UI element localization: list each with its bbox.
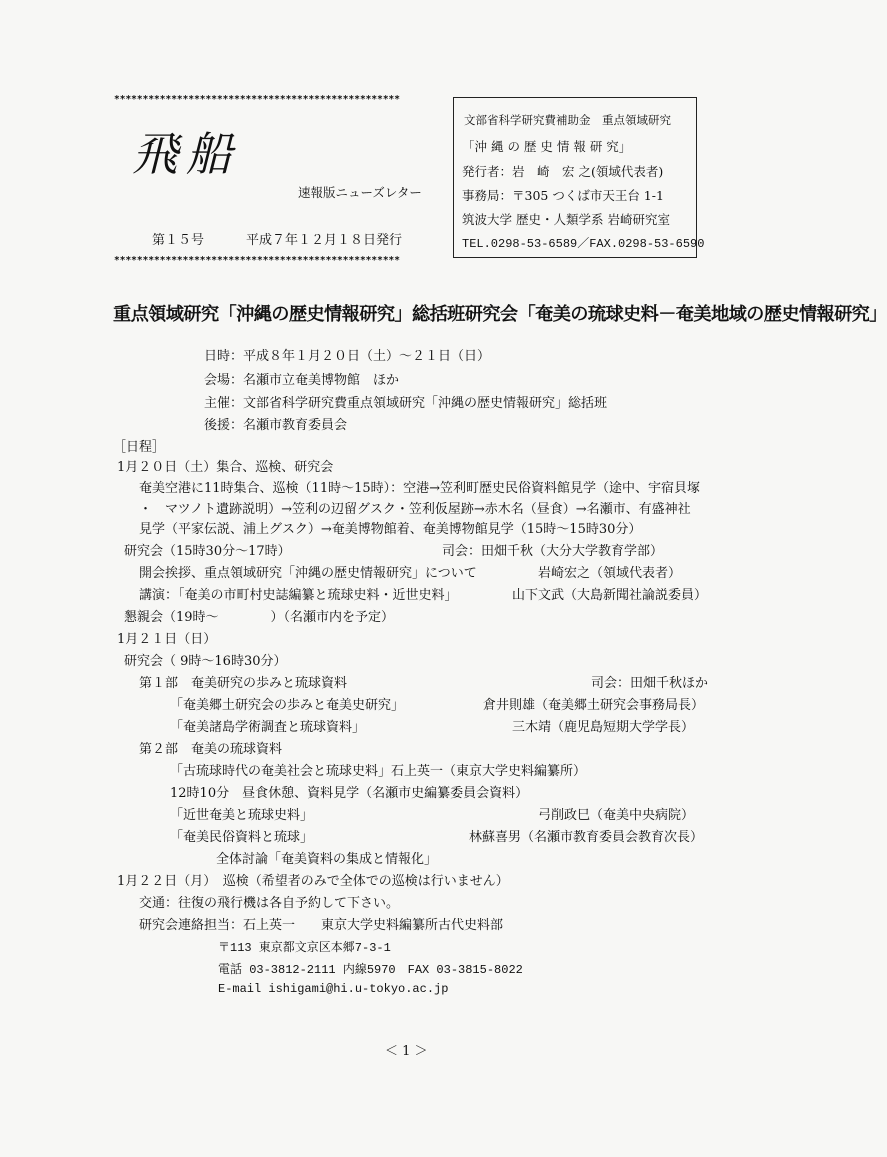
page-number: ＜ 1 ＞ bbox=[385, 1044, 428, 1059]
office-phone-fax: TEL.0298-53-6589／FAX.0298-53-6590 bbox=[462, 237, 705, 251]
schedule-line: 第２部 奄美の琉球資料 bbox=[139, 742, 283, 757]
schedule-line: 見学（平家伝説、浦上グスク）→奄美博物館着、奄美博物館見学（15時～15時30分） bbox=[139, 522, 642, 537]
schedule-line: 研究会（ 9時～16時30分） bbox=[124, 654, 287, 669]
schedule-label: ［日程］ bbox=[113, 440, 166, 455]
publisher: 発行者：岩 崎 宏 之(領域代表者) bbox=[462, 164, 664, 179]
schedule-line: 「奄美郷土研究会の歩みと奄美史研究」 倉井則雄（奄美郷土研究会事務局長） bbox=[170, 698, 705, 713]
contact-phone: 電話 03-3812-2111 内線5970 FAX 03-3815-8022 bbox=[218, 963, 523, 977]
schedule-line: 第１部 奄美研究の歩みと琉球資料 司会：田畑千秋ほか bbox=[139, 676, 709, 691]
publisher-info-box bbox=[453, 97, 705, 258]
schedule-line: 研究会連絡担当：石上英一 東京大学史料編纂所古代史料部 bbox=[139, 918, 504, 933]
schedule-line: 開会挨拶、重点領域研究「沖縄の歴史情報研究」について 岩崎宏之（領域代表者） bbox=[139, 566, 682, 581]
schedule-line: 懇親会（19時～ ）（名瀬市内を予定） bbox=[124, 610, 395, 625]
newsletter-subtitle: 速報版ニューズレター bbox=[298, 185, 422, 200]
schedule-line: 研究会（15時30分～17時） 司会：田畑千秋（大分大学教育学部） bbox=[124, 544, 664, 559]
event-venue: 会場：名瀬市立奄美博物館 ほか bbox=[204, 373, 400, 388]
contact-email: E-mail ishigami@hi.u-tokyo.ac.jp bbox=[218, 982, 449, 996]
schedule-line: 奄美空港に11時集合、巡検（11時～15時）：空港→笠利町歴史民俗資料館見学（途中、宇宿貝塚 bbox=[139, 481, 701, 496]
issue-date: 平成７年１２月１８日発行 bbox=[246, 233, 403, 248]
page-title: 重点領域研究「沖縄の歴史情報研究」総括班研究会「奄美の琉球史料－奄美地域の歴史情報研究」 bbox=[113, 304, 887, 325]
schedule-line: 「奄美民俗資料と琉球」 林蘇喜男（名瀬市教育委員会教育次長） bbox=[170, 830, 704, 845]
schedule-line: 「奄美諸島学術調査と琉球資料」 三木靖（鹿児島短期大学学長） bbox=[170, 720, 695, 735]
bottom-star-border: ************************************************** bbox=[114, 255, 400, 266]
newsletter-logo: 飛船 bbox=[132, 127, 240, 181]
schedule-line: 講演：「奄美の市町村史誌編纂と琉球史料・近世史料」 山下文武（大島新聞社論説委員） bbox=[139, 588, 708, 603]
office-address: 事務局：〒305 つくば市天王台 1-1 bbox=[462, 188, 664, 203]
contact-address: 〒113 東京都文京区本郷7-3-1 bbox=[218, 941, 391, 955]
event-host: 主催：文部省科学研究費重点領域研究「沖縄の歴史情報研究」総括班 bbox=[204, 396, 608, 411]
schedule-line: ・ マツノト遺跡説明）→笠利の辺留グスク・笠利仮屋跡→赤木名（昼食）→名瀬市、有盛神社 bbox=[139, 502, 691, 517]
event-date: 日時：平成８年１月２０日（土）～２１日（日） bbox=[204, 349, 491, 364]
issue-number: 第１５号 bbox=[152, 233, 205, 248]
schedule-line: 1月２２日（月） 巡検（希望者のみで全体での巡検は行いません） bbox=[117, 874, 509, 889]
schedule-line: 1月２０日（土）集合、巡検、研究会 bbox=[117, 460, 334, 475]
schedule-line: 全体討論「奄美資料の集成と情報化」 bbox=[216, 852, 438, 867]
office-lab: 筑波大学 歴史・人類学系 岩崎研究室 bbox=[462, 212, 670, 227]
schedule-line: 1月２１日（日） bbox=[117, 632, 217, 647]
grant-line: 文部省科学研究費補助金 重点領域研究 bbox=[464, 113, 671, 127]
schedule-line: 「古琉球時代の奄美社会と琉球史料」石上英一（東京大学史料編纂所） bbox=[170, 764, 587, 779]
project-title: 「沖 縄 の 歴 史 情 報 研 究」 bbox=[462, 139, 632, 154]
top-star-border: ************************************************** bbox=[114, 94, 400, 105]
schedule-line: 交通：往復の飛行機は各自予約して下さい。 bbox=[139, 896, 400, 911]
event-support: 後援：名瀬市教育委員会 bbox=[204, 418, 348, 433]
schedule-line: 「近世奄美と琉球史料」 弓削政巳（奄美中央病院） bbox=[170, 808, 695, 823]
schedule-line: 12時10分 昼食休憩、資料見学（名瀬市史編纂委員会資料） bbox=[170, 786, 529, 801]
